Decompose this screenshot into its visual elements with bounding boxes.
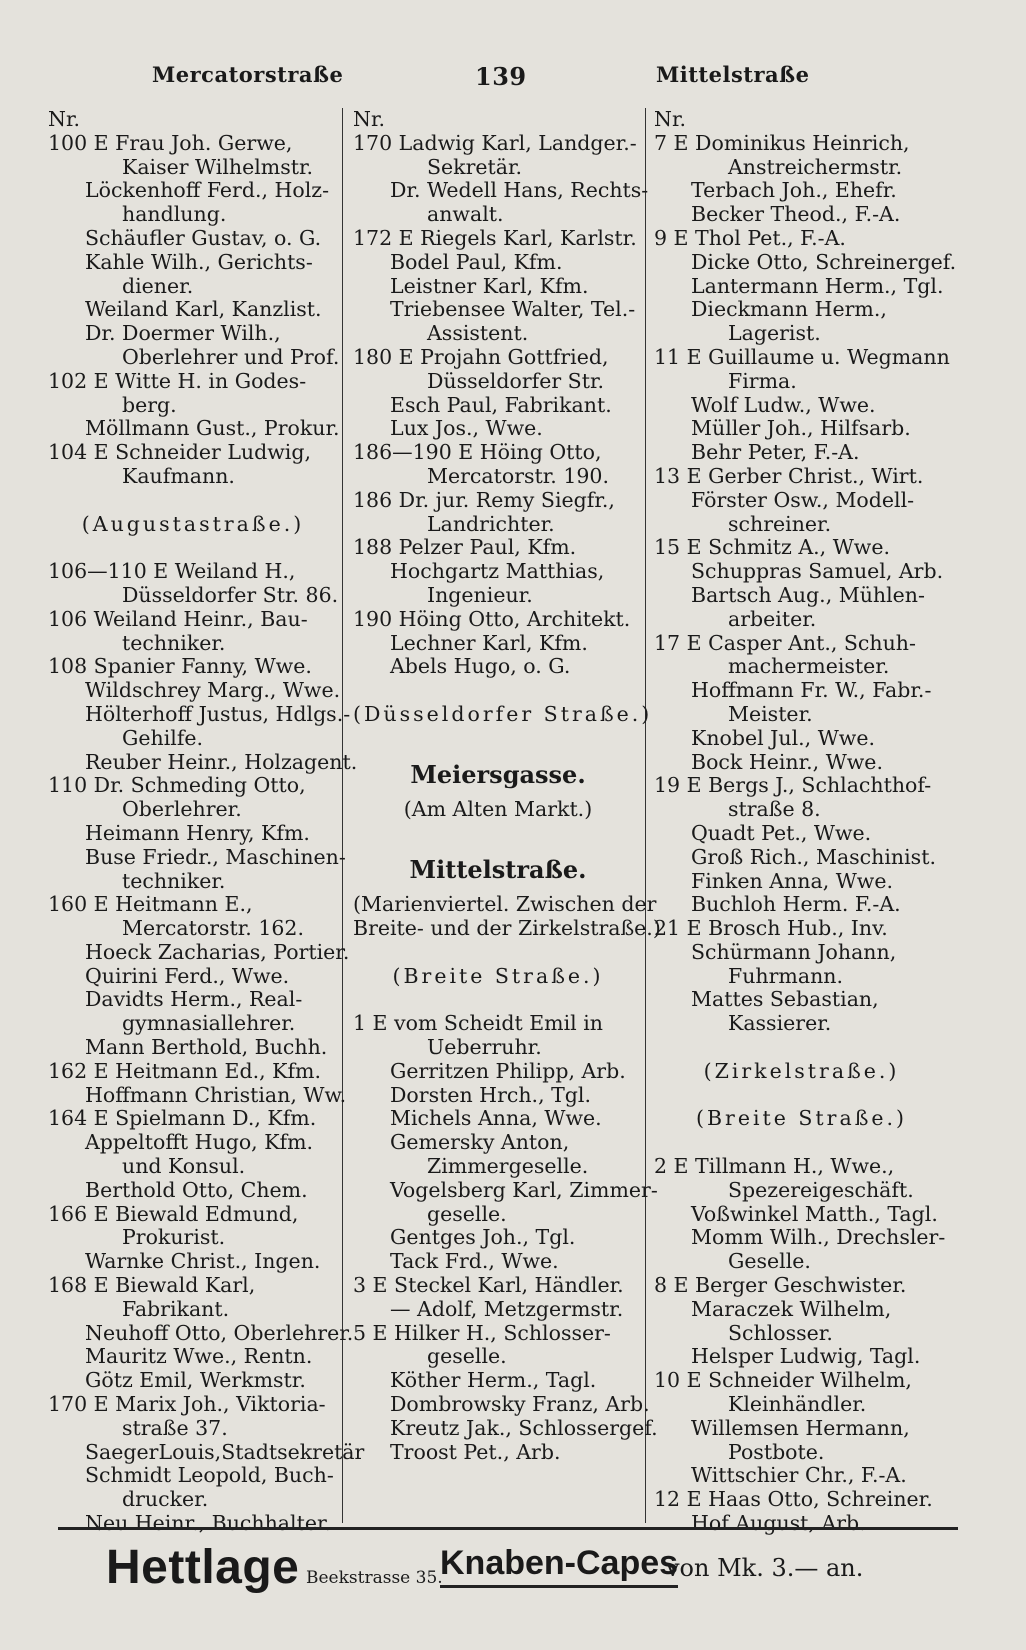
entry: Mattes Sebastian, [691, 987, 879, 1012]
entry-continuation: Landrichter. [427, 511, 555, 536]
entry-continuation: geselle. [427, 1344, 507, 1369]
entry: 104 E Schneider Ludwig, [48, 440, 311, 465]
street-note: (Marienviertel. Zwischen der [353, 892, 657, 917]
entry: 7 E Dominikus Heinrich, [654, 130, 910, 155]
entry: Schürmann Johann, [691, 939, 897, 964]
entry: Davidts Herm., Real- [85, 987, 303, 1012]
entry: Dieckmann Herm., [691, 297, 887, 322]
spacer [48, 489, 338, 513]
entry-continuation: Lagerist. [728, 321, 821, 346]
entry-continuation: Ingenieur. [427, 582, 533, 607]
entry-continuation: Kaufmann. [122, 463, 235, 488]
entry: Buchloh Herm. F.-A. [691, 892, 901, 917]
spacer [654, 1131, 949, 1155]
entry: Finken Anna, Wwe. [691, 868, 893, 893]
advertisement [106, 1540, 986, 1610]
entry: Quadt Pet., Wwe. [691, 820, 872, 845]
entry: Gentges Joh., Tgl. [390, 1225, 576, 1250]
street-heading: Meiersgasse. [410, 759, 586, 789]
spacer [353, 941, 643, 965]
entry: 8 E Berger Geschwister. [654, 1273, 907, 1298]
entry: Neu Heinr., Buchhalter. [85, 1511, 332, 1536]
entry-continuation: Gehilfe. [122, 725, 204, 750]
cross-street: (Breite Straße.) [695, 1106, 908, 1131]
entry: Gemersky Anton, [390, 1130, 570, 1155]
entry: Leistner Karl, Kfm. [390, 273, 589, 298]
entry: 12 E Haas Otto, Schreiner. [654, 1487, 933, 1512]
entry: Voßwinkel Matth., Tagl. [691, 1201, 938, 1226]
entry: Hoffmann Fr. W., Fabr.- [691, 678, 932, 703]
entry-continuation: Firma. [728, 368, 797, 393]
entry-continuation: techniker. [122, 630, 226, 655]
entry: Hoeck Zacharias, Portier. [85, 939, 350, 964]
entry: Lantermann Herm., Tgl. [691, 273, 944, 298]
street-note: Breite- und der Zirkelstraße.) [353, 916, 661, 941]
entry-continuation: Spezereigeschäft. [728, 1177, 914, 1202]
entry: Momm Wilh., Drechsler- [691, 1225, 946, 1250]
entry-continuation: berg. [122, 392, 177, 417]
entry: Weiland Karl, Kanzlist. [85, 297, 322, 322]
entry: Troost Pet., Arb. [390, 1439, 561, 1464]
entry: Bartsch Aug., Mühlen- [691, 582, 925, 607]
entry-continuation: Mercatorstr. 190. [427, 463, 609, 488]
entry: Berthold Otto, Chem. [85, 1177, 308, 1202]
entry: Becker Theod., F.-A. [691, 202, 901, 227]
entry-continuation: Anstreichermstr. [728, 154, 903, 179]
spacer [353, 988, 643, 1012]
spacer [353, 822, 643, 846]
entry: 166 E Biewald Edmund, [48, 1201, 299, 1226]
entry-continuation: Assistent. [427, 321, 529, 346]
entry: Lechner Karl, Kfm. [390, 630, 588, 655]
entry-continuation: Fabrikant. [122, 1296, 230, 1321]
entry: Lux Jos., Wwe. [390, 416, 543, 441]
entry-continuation: Schlosser. [728, 1320, 833, 1345]
ad-price: von Mk. 3.— an. [666, 1554, 864, 1582]
entry: Triebensee Walter, Tel.- [390, 297, 636, 322]
entry: 102 E Witte H. in Godes- [48, 368, 307, 393]
entry: Wolf Ludw., Wwe. [691, 392, 876, 417]
column-3 [654, 107, 957, 1536]
entry: 164 E Spielmann D., Kfm. [48, 1106, 317, 1131]
entry: Helsper Ludwig, Tagl. [691, 1344, 921, 1369]
entry: 10 E Schneider Wilhelm, [654, 1368, 912, 1393]
cross-street: (Augustastraße.) [81, 511, 305, 536]
entry-continuation: Mercatorstr. 162. [122, 916, 304, 941]
entry-continuation: Prokurist. [122, 1225, 226, 1250]
entry: Quirini Ferd., Wwe. [85, 963, 290, 988]
entry: Behr Peter, F.-A. [691, 440, 860, 465]
entry: 15 E Schmitz A., Wwe. [654, 535, 890, 560]
spacer [654, 1036, 949, 1060]
entry: 2 E Tillmann H., Wwe., [654, 1154, 895, 1179]
spacer [48, 536, 338, 560]
entry-continuation: techniker. [122, 868, 226, 893]
entry: Dr. Wedell Hans, Rechts- [390, 178, 649, 203]
entry: 170 E Marix Joh., Viktoria- [48, 1392, 326, 1417]
entry: Dr. Doermer Wilh., [85, 321, 281, 346]
entry: 168 E Biewald Karl, [48, 1273, 256, 1298]
entry-continuation: gymnasiallehrer. [122, 1011, 296, 1036]
ad-brand: Hettlage [106, 1541, 300, 1594]
entry: 170 Ladwig Karl, Landger.- [353, 130, 637, 155]
entry: 21 E Brosch Hub., Inv. [654, 916, 888, 941]
entry: Maraczek Wilhelm, [691, 1296, 892, 1321]
entry: 3 E Steckel Karl, Händler. [353, 1273, 624, 1298]
entry: Köther Herm., Tagl. [390, 1368, 597, 1393]
entry: Müller Joh., Hilfsarb. [691, 416, 911, 441]
entry: Warnke Christ., Ingen. [85, 1249, 321, 1274]
entry: Buse Friedr., Maschinen- [85, 844, 346, 869]
entry: 108 Spanier Fanny, Wwe. [48, 654, 312, 679]
entry-continuation: straße 8. [728, 797, 821, 822]
column-label: Nr. [48, 107, 81, 131]
entry: 1 E vom Scheidt Emil in [353, 1011, 604, 1036]
entry-continuation: schreiner. [728, 511, 832, 536]
header-right-street: Mittelstraße [656, 62, 810, 87]
spacer [353, 727, 643, 751]
entry: Bock Heinr., Wwe. [691, 749, 883, 774]
entry: 100 E Frau Joh. Gerwe, [48, 130, 293, 155]
entry-continuation: Düsseldorfer Str. 86. [122, 582, 339, 607]
entry: 110 Dr. Schmeding Otto, [48, 773, 306, 798]
entry: 190 Höing Otto, Architekt. [353, 606, 631, 631]
entry: Groß Rich., Maschinist. [691, 844, 936, 869]
entry-continuation: und Konsul. [122, 1154, 246, 1179]
entry: Dombrowsky Franz, Arb. [390, 1392, 650, 1417]
entry: Kreutz Jak., Schlossergef. [390, 1415, 658, 1440]
column-divider [645, 108, 646, 1523]
entry-continuation: drucker. [122, 1487, 209, 1512]
entry: Hoffmann Christian, Ww. [85, 1082, 347, 1107]
entry-continuation: straße 37. [122, 1415, 228, 1440]
entry: SaegerLouis,Stadtsekretär [85, 1439, 365, 1464]
entry-continuation: Oberlehrer und Prof. [122, 344, 340, 369]
entry: 160 E Heitmann E., [48, 892, 253, 917]
spacer [353, 679, 643, 703]
entry: 188 Pelzer Paul, Kfm. [353, 535, 577, 560]
column-1 [48, 107, 365, 1536]
entry: 172 E Riegels Karl, Karlstr. [353, 225, 637, 250]
entry: Mann Berthold, Buchh. [85, 1035, 328, 1060]
entry-continuation: Kleinhändler. [728, 1392, 867, 1417]
entry: 13 E Gerber Christ., Wirt. [654, 463, 924, 488]
entry-continuation: Postbote. [728, 1439, 825, 1464]
page-number: 139 [475, 62, 527, 91]
ad-address: Beekstrasse 35. [306, 1568, 443, 1588]
entry: Hölterhoff Justus, Hdlgs.- [85, 701, 351, 726]
entry: Abels Hugo, o. G. [390, 654, 571, 679]
cross-street: (Düsseldorfer Straße.) [353, 701, 653, 726]
entry: 162 E Heitmann Ed., Kfm. [48, 1058, 322, 1083]
entry-continuation: diener. [122, 273, 194, 298]
entry: 180 E Projahn Gottfried, [353, 344, 609, 369]
entry-continuation: machermeister. [728, 654, 890, 679]
entry-continuation: Oberlehrer. [122, 797, 242, 822]
column-2 [353, 107, 661, 1464]
entry: — Adolf, Metzgermstr. [390, 1296, 624, 1321]
spacer [654, 1084, 949, 1108]
header-left-street: Mercatorstraße [152, 62, 344, 87]
entry: 19 E Bergs J., Schlachthof- [654, 773, 932, 798]
entry: Hof August, Arb. [691, 1511, 866, 1536]
entry-continuation: Kassierer. [728, 1011, 832, 1036]
entry-continuation: Geselle. [728, 1249, 811, 1274]
entry-continuation: Kaiser Wilhelmstr. [122, 154, 314, 179]
entry: Appeltofft Hugo, Kfm. [85, 1130, 314, 1155]
entry-continuation: Sekretär. [427, 154, 523, 179]
entry: Dorsten Hrch., Tgl. [390, 1082, 591, 1107]
entry: Schäufler Gustav, o. G. [85, 225, 322, 250]
entry: Dicke Otto, Schreinergef. [691, 249, 957, 274]
entry: Vogelsberg Karl, Zimmer- [390, 1177, 658, 1202]
entry-continuation: Düsseldorfer Str. [427, 368, 605, 393]
entry-continuation: geselle. [427, 1201, 507, 1226]
entry-continuation: Zimmergeselle. [427, 1154, 589, 1179]
entry: Möllmann Gust., Prokur. [85, 416, 340, 441]
entry: 186 Dr. jur. Remy Siegfr., [353, 487, 615, 512]
entry: 5 E Hilker H., Schlosser- [353, 1320, 611, 1345]
street-heading: Mittelstraße. [409, 854, 587, 884]
ad-product: Knaben-Capes [440, 1544, 678, 1588]
entry: Neuhoff Otto, Oberlehrer. [85, 1320, 354, 1345]
entry-continuation: anwalt. [427, 202, 504, 227]
entry: Bodel Paul, Kfm. [390, 249, 563, 274]
cross-street: (Breite Straße.) [392, 963, 604, 988]
entry: Wittschier Chr., F.-A. [691, 1463, 907, 1488]
entry-continuation: arbeiter. [728, 606, 817, 631]
entry: 106 Weiland Heinr., Bau- [48, 606, 308, 631]
cross-street: (Zirkelstraße.) [703, 1058, 900, 1083]
entry: Förster Osw., Modell- [691, 487, 915, 512]
footer-rule [58, 1527, 958, 1530]
column-label: Nr. [654, 107, 687, 131]
entry: 11 E Guillaume u. Wegmann [654, 344, 950, 369]
entry-continuation: handlung. [122, 202, 227, 227]
entry-continuation: Ueberruhr. [427, 1035, 542, 1060]
entry: 106—110 E Weiland H., [48, 559, 296, 584]
entry: Esch Paul, Fabrikant. [390, 392, 612, 417]
entry: Tack Frd., Wwe. [390, 1249, 559, 1274]
entry-continuation: Fuhrmann. [728, 963, 844, 988]
entry: Götz Emil, Werkmstr. [85, 1368, 306, 1393]
entry: Mauritz Wwe., Rentn. [85, 1344, 313, 1369]
entry: 186—190 E Höing Otto, [353, 440, 602, 465]
entry: Heimann Henry, Kfm. [85, 820, 310, 845]
entry: Schmidt Leopold, Buch- [85, 1463, 334, 1488]
column-divider [342, 108, 343, 1523]
street-note: (Am Alten Markt.) [403, 797, 593, 822]
entry: Gerritzen Philipp, Arb. [390, 1058, 626, 1083]
entry: Michels Anna, Wwe. [390, 1106, 602, 1131]
entry-continuation: Meister. [728, 701, 813, 726]
entry: Löckenhoff Ferd., Holz- [85, 178, 330, 203]
entry: Schuppras Samuel, Arb. [691, 559, 944, 584]
entry: Knobel Jul., Wwe. [691, 725, 875, 750]
entry: Wildschrey Marg., Wwe. [85, 678, 341, 703]
entry: 17 E Casper Ant., Schuh- [654, 630, 916, 655]
entry: 9 E Thol Pet., F.-A. [654, 225, 846, 250]
entry: Hochgartz Matthias, [390, 559, 605, 584]
entry: Willemsen Hermann, [691, 1415, 910, 1440]
entry: Kahle Wilh., Gerichts- [85, 249, 313, 274]
entry: Reuber Heinr., Holzagent. [85, 749, 358, 774]
entry: Terbach Joh., Ehefr. [691, 178, 897, 203]
column-label: Nr. [353, 107, 386, 131]
